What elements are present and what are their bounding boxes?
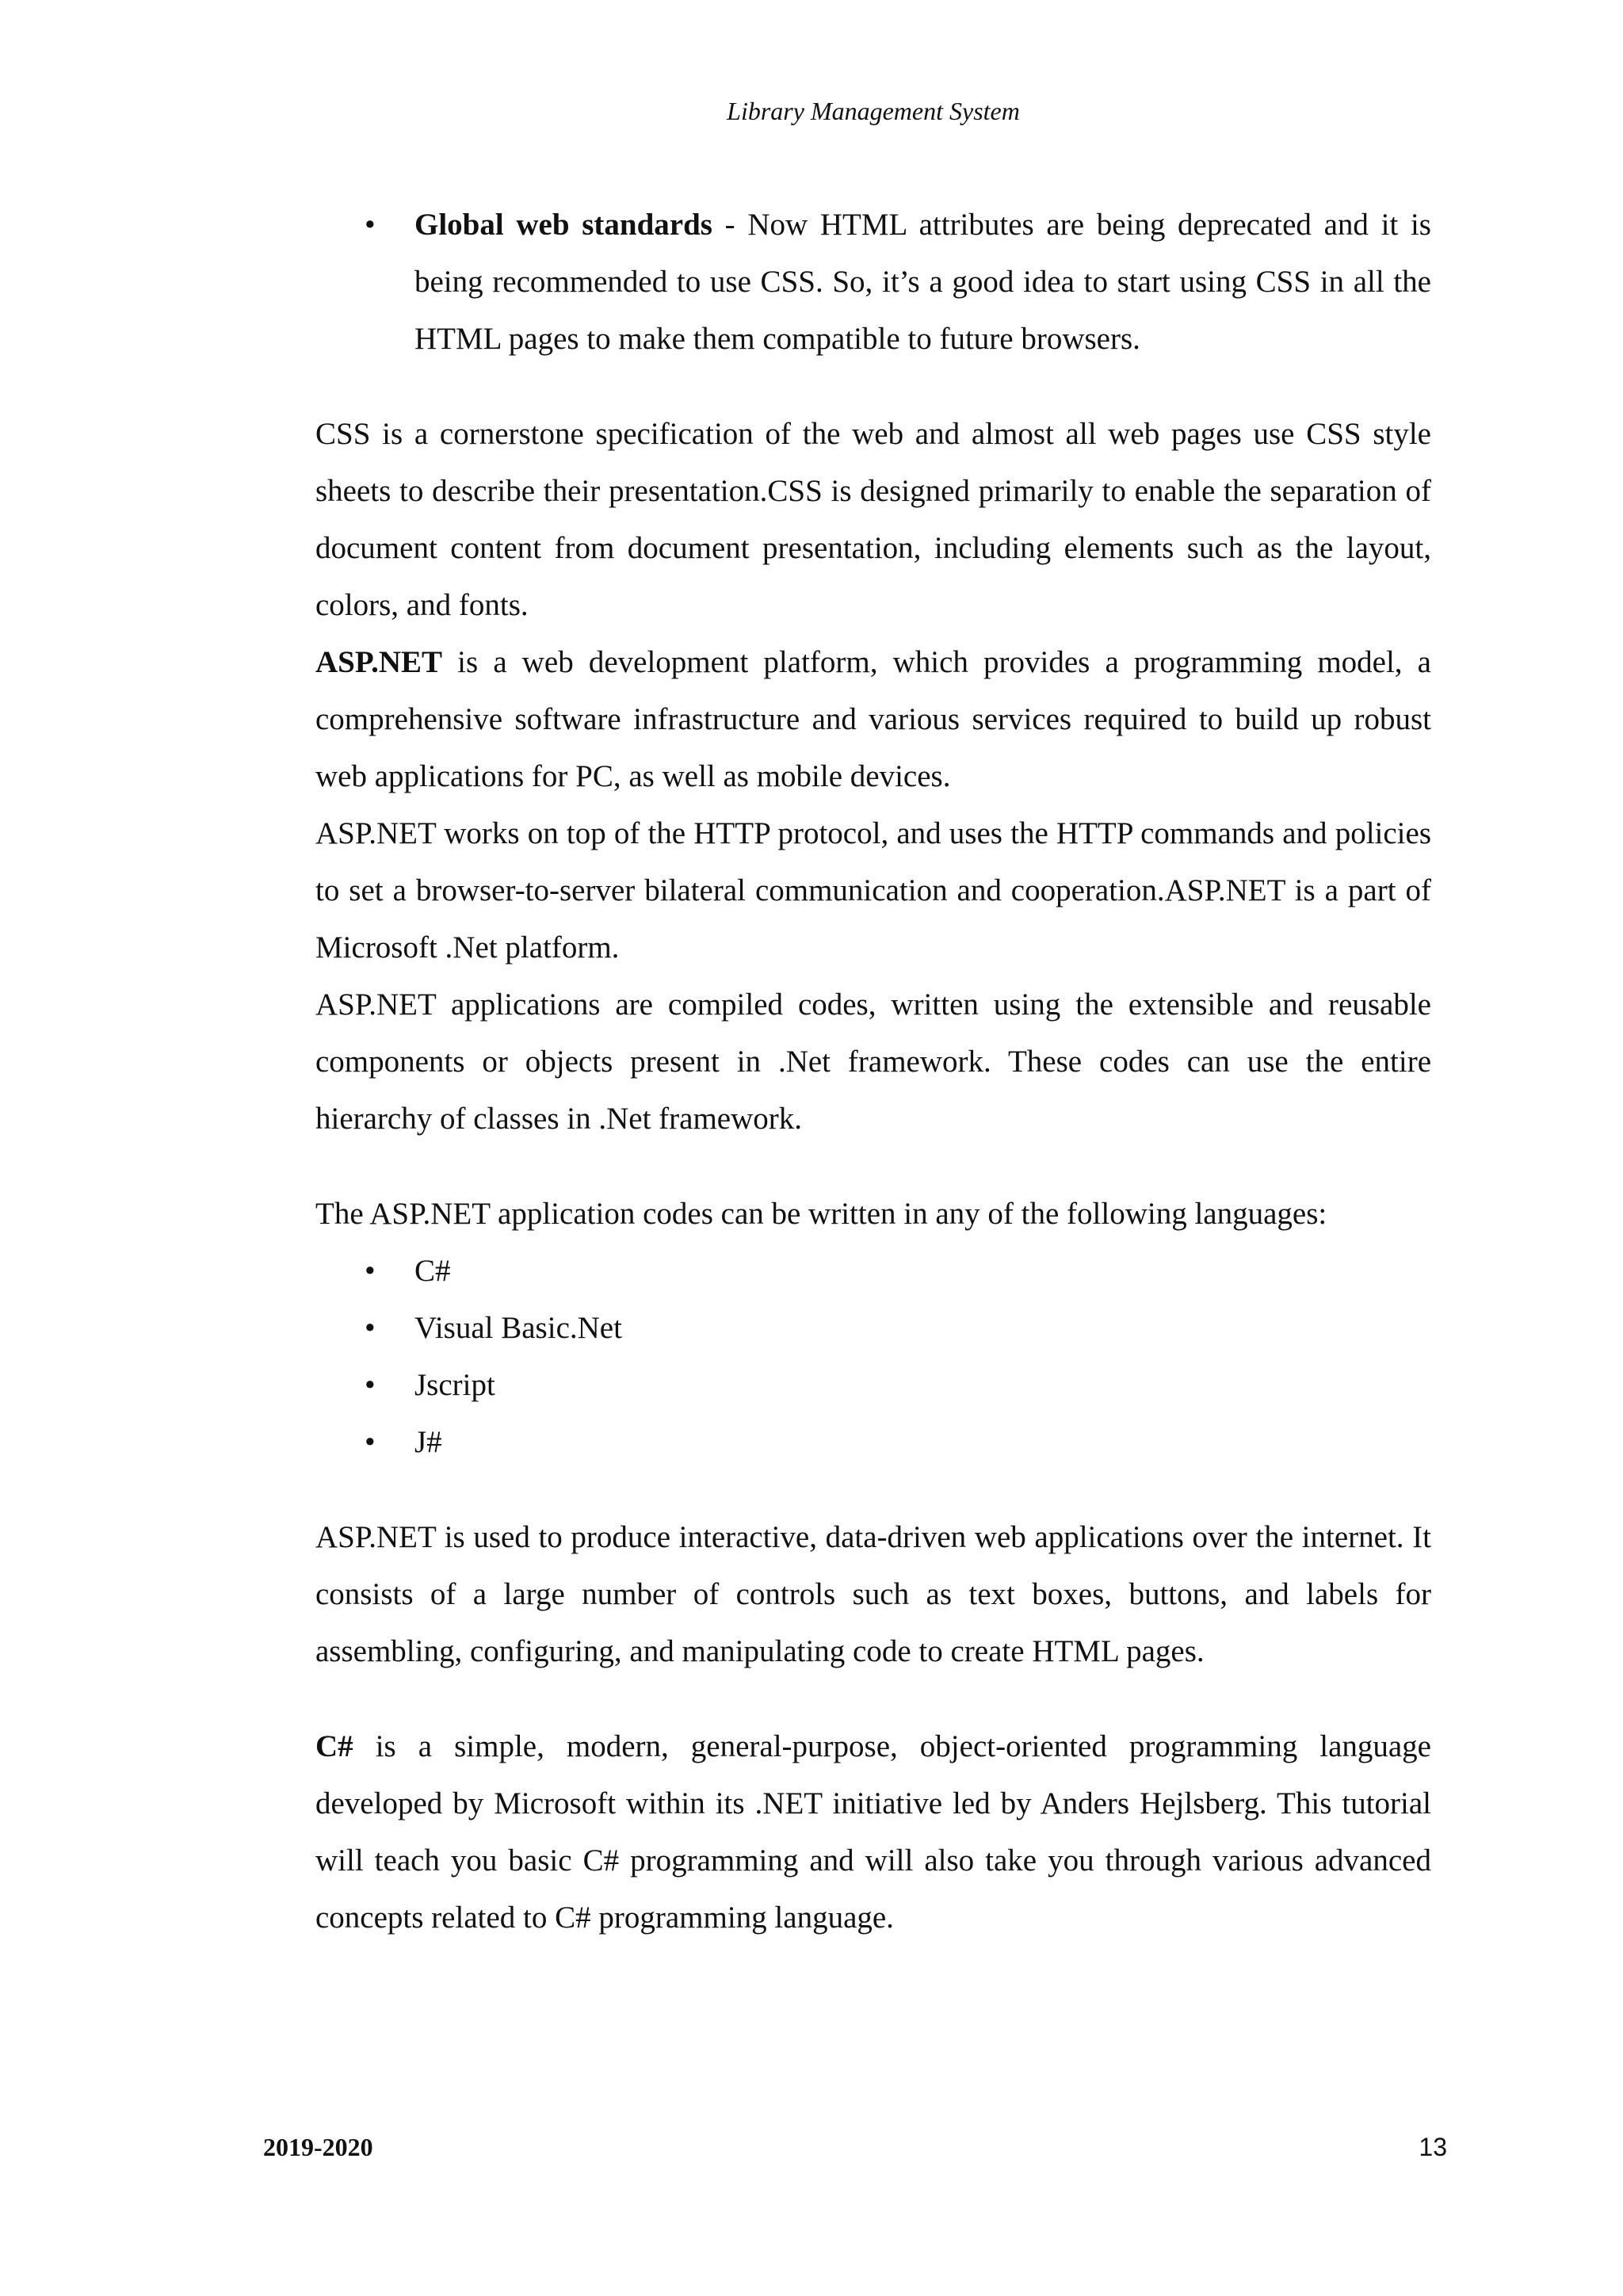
footer-year: 2019-2020 xyxy=(263,2133,373,2161)
language-name: J# xyxy=(414,1425,442,1459)
list-item xyxy=(315,1414,1431,1471)
language-name: Jscript xyxy=(414,1368,495,1402)
language-name: Visual Basic.Net xyxy=(414,1311,622,1345)
standards-bullet-list xyxy=(315,197,1431,368)
bullet-icon: • xyxy=(365,208,376,242)
paragraph-aspnet-http: ASP.NET works on top of the HTTP protocol, and uses the HTTP commands and policies to set a browser-to-server bilateral communication and cooperation.ASP.NET is a part of Microsoft .Net platform. xyxy=(315,816,1431,965)
bullet-icon: • xyxy=(365,1311,376,1345)
term-csharp: C# xyxy=(315,1729,353,1763)
list-item xyxy=(315,1243,1431,1300)
paragraph-text: is a web development platform, which provides a programming model, a comprehensive software infrastructure and various services required to build up robust web applications for PC, as well as mobile devices. xyxy=(315,645,1431,793)
language-name: C# xyxy=(414,1254,451,1288)
running-header: Library Management System xyxy=(727,97,1020,125)
bullet-icon: • xyxy=(365,1368,376,1402)
paragraph-aspnet-usage: ASP.NET is used to produce interactive, data-driven web applications over the internet. It consists of a large number of controls such as text boxes, buttons, and labels for assembling, configuring, and manipulating code to create HTML pages. xyxy=(315,1520,1431,1668)
bullet-heading: Global web standards xyxy=(414,208,712,242)
paragraph-csharp xyxy=(315,1718,1431,1946)
list-item xyxy=(315,197,1431,368)
page-body xyxy=(315,197,1431,1946)
bullet-icon: • xyxy=(365,1425,376,1459)
languages-list xyxy=(315,1243,1431,1471)
list-item xyxy=(315,1300,1431,1357)
bullet-icon: • xyxy=(365,1254,376,1288)
page-number: 13 xyxy=(1419,2133,1447,2161)
paragraph-aspnet-compiled: ASP.NET applications are compiled codes, written using the extensible and reusable components or objects present in .Net framework. These codes can use the entire hierarchy of classes in .Net framework. xyxy=(315,988,1431,1136)
paragraph-css: CSS is a cornerstone specification of the web and almost all web pages use CSS style sheets to describe their presentation.CSS is designed primarily to enable the separation of document content from document presentation, including elements such as the layout, colors, and fonts. xyxy=(315,417,1431,622)
paragraph-aspnet-intro xyxy=(315,634,1431,805)
term-aspnet: ASP.NET xyxy=(315,645,443,679)
bullet-text: - Now HTML attributes are being deprecated and it is being recommended to use CSS. So, it’s a good idea to start using CSS in all the HTML pages to make them compatible to future browsers. xyxy=(414,208,1431,356)
paragraph-text: is a simple, modern, general-purpose, object-oriented programming language developed by Microsoft within its .NET initiative led by Anders Hejlsberg. This tutorial will teach you basic C# programming and will also take you through various advanced concepts related to C# programming language. xyxy=(315,1729,1431,1935)
paragraph-languages-intro: The ASP.NET application codes can be written in any of the following languages: xyxy=(315,1197,1327,1231)
list-item xyxy=(315,1357,1431,1414)
